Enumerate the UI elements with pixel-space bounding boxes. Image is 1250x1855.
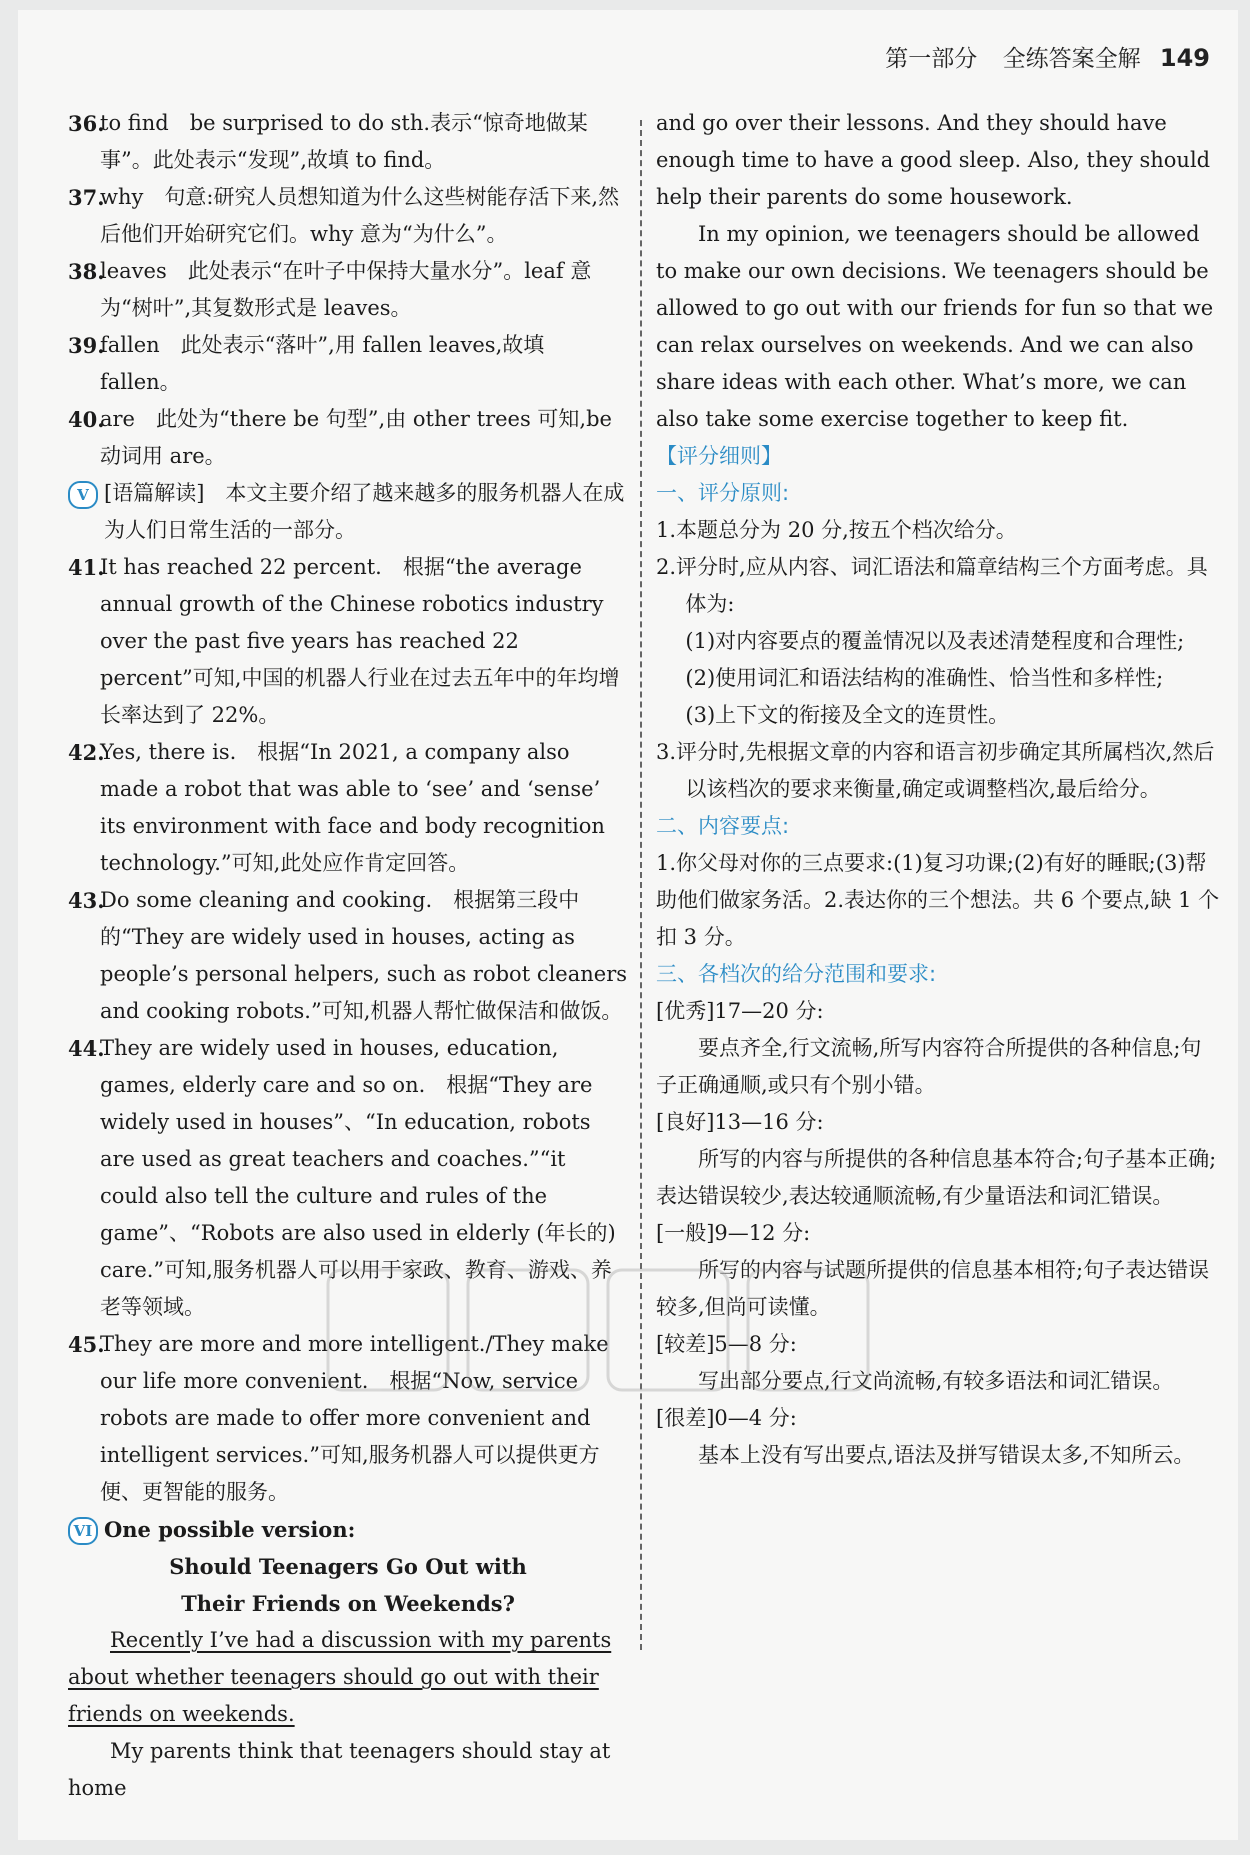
level-average: [一般]9—12 分: (656, 1221, 811, 1245)
answer-41: 41. It has reached 22 percent. 根据“the average annual growth of the Chinese robotics industry over the past five years has reached 22 percent”可知,中国的机器人行业在过去五年中的年均增长率达到了 22%。 (68, 555, 620, 727)
answer-38: 38. leaves 此处表示“在叶子中保持大量水分”。leaf 意为“树叶”,其复数形式是 leaves。 (68, 259, 592, 320)
rubric-rule-3: 3.评分时,先根据文章的内容和语言初步确定其所属档次,然后以该档次的要求来衡量,确定或调整档次,最后给分。 (656, 740, 1215, 801)
essay-title-line2: Their Friends on Weekends? (181, 1591, 515, 1616)
rubric-heading-principles: 一、评分原则: (656, 481, 790, 505)
rubric-rule-2-3: (3)上下文的衔接及全文的连贯性。 (685, 703, 1010, 727)
level-very-poor: [很差]0—4 分: (656, 1406, 797, 1430)
rubric-rule-2: 2.评分时,应从内容、词汇语法和篇章结构三个方面考虑。具体为: (656, 555, 1208, 616)
answer-page (18, 10, 1238, 1840)
level-average-desc: 所写的内容与试题所提供的信息基本相符;句子表达错误较多,但尚可读懂。 (656, 1258, 1210, 1319)
left-column (68, 105, 628, 1807)
essay-paragraph-3: In my opinion, we teenagers should be allowed to make our own decisions. We teenagers should be allowed to go out with our friends for fun so that we can relax ourselves on weekends. And we can also share ideas with each other. What’s more, we can also take some exercise together to keep fit. (656, 222, 1214, 431)
answer-40: 40. are 此处为“there be 句型”,由 other trees 可知,be 动词用 are。 (68, 407, 612, 468)
essay-paragraph-2-start: My parents think that teenagers should stay at home (68, 1739, 611, 1800)
essay-paragraph-2-end: and go over their lessons. And they should have enough time to have a good sleep. Also, they should help their parents do some housework. (656, 111, 1211, 209)
level-excellent: [优秀]17—20 分: (656, 999, 824, 1023)
answer-37: 37. why 句意:研究人员想知道为什么这些树能存活下来,然后他们开始研究它们。why 意为“为什么”。 (68, 185, 620, 246)
level-poor-desc: 写出部分要点,行文尚流畅,有较多语法和词汇错误。 (698, 1369, 1174, 1393)
section-v-summary: V [语篇解读] 本文主要介绍了越来越多的服务机器人在成为人们日常生活的一部分。 (68, 475, 628, 549)
answer-36: 36. to find be surprised to do sth.表示“惊奇地做某事”。此处表示“发现”,故填 to find。 (68, 111, 588, 172)
answer-42: 42. Yes, there is. 根据“In 2021, a company also made a robot that was able to ‘see’ and ‘sense’ its environment with face and body recognition technology.”可知,此处应作肯定回答。 (68, 740, 605, 875)
page-number: 149 (1159, 44, 1210, 72)
header-title: 全练答案全解 (1002, 46, 1141, 72)
section-badge: VI (68, 1517, 98, 1545)
answer-43: 43. Do some cleaning and cooking. 根据第三段中的“They are widely used in houses, acting as people’s personal helpers, such as robot cleaners and cooking robots.”可知,机器人帮忙做保洁和做饭。 (68, 888, 628, 1023)
essay-title-line1: Should Teenagers Go Out with (169, 1554, 527, 1579)
rubric-title: 【评分细则】 (656, 444, 782, 468)
level-good-desc: 所写的内容与所提供的各种信息基本符合;句子基本正确;表达错误较少,表达较通顺流畅,有少量语法和词汇错误。 (656, 1147, 1217, 1208)
rubric-key-points: 1.你父母对你的三点要求:(1)复习功课;(2)有好的睡眠;(3)帮助他们做家务活。2.表达你的三个想法。共 6 个要点,缺 1 个扣 3 分。 (656, 851, 1220, 949)
column-divider (640, 120, 642, 1650)
answer-45: 45. They are more and more intelligent./They make our life more convenient. 根据“Now, service robots are made to offer more convenient and intelligent services.”可知,服务机器人可以提供更方便、更智能的服务。 (68, 1332, 609, 1504)
rubric-heading-levels: 三、各档次的给分范围和要求: (656, 962, 937, 986)
section-vi-heading: VI One possible version: (68, 1511, 628, 1548)
rubric-rule-2-1: (1)对内容要点的覆盖情况以及表述清楚程度和合理性; (685, 629, 1185, 653)
section-badge: V (68, 481, 98, 509)
level-very-poor-desc: 基本上没有写出要点,语法及拼写错误太多,不知所云。 (698, 1443, 1195, 1467)
answer-44: 44. They are widely used in houses, education, games, elderly care and so on. 根据“They are widely used in houses”、“In education, robots are used as great teachers and coaches.”“it could also tell the culture and rules of the game”、“Robots are also used in elderly (年长的) care.”可知,服务机器人可以用于家政、教育、游戏、养老等领域。 (68, 1036, 616, 1319)
answer-39: 39. fallen 此处表示“落叶”,用 fallen leaves,故填 fallen。 (68, 333, 545, 394)
level-good: [良好]13—16 分: (656, 1110, 824, 1134)
rubric-heading-points: 二、内容要点: (656, 814, 790, 838)
essay-paragraph-1: Recently I’ve had a discussion with my parents about whether teenagers should go out with their friends on weekends. (68, 1628, 612, 1726)
rubric-rule-1: 1.本题总分为 20 分,按五个档次给分。 (656, 518, 1017, 542)
page-header (885, 40, 1210, 73)
level-poor: [较差]5—8 分: (656, 1332, 797, 1356)
right-column (656, 105, 1221, 1474)
rubric-rule-2-2: (2)使用词汇和语法结构的准确性、恰当性和多样性; (685, 666, 1164, 690)
level-excellent-desc: 要点齐全,行文流畅,所写内容符合所提供的各种信息;句子正确通顺,或只有个别小错。 (656, 1036, 1202, 1097)
header-section: 第一部分 (885, 46, 978, 72)
